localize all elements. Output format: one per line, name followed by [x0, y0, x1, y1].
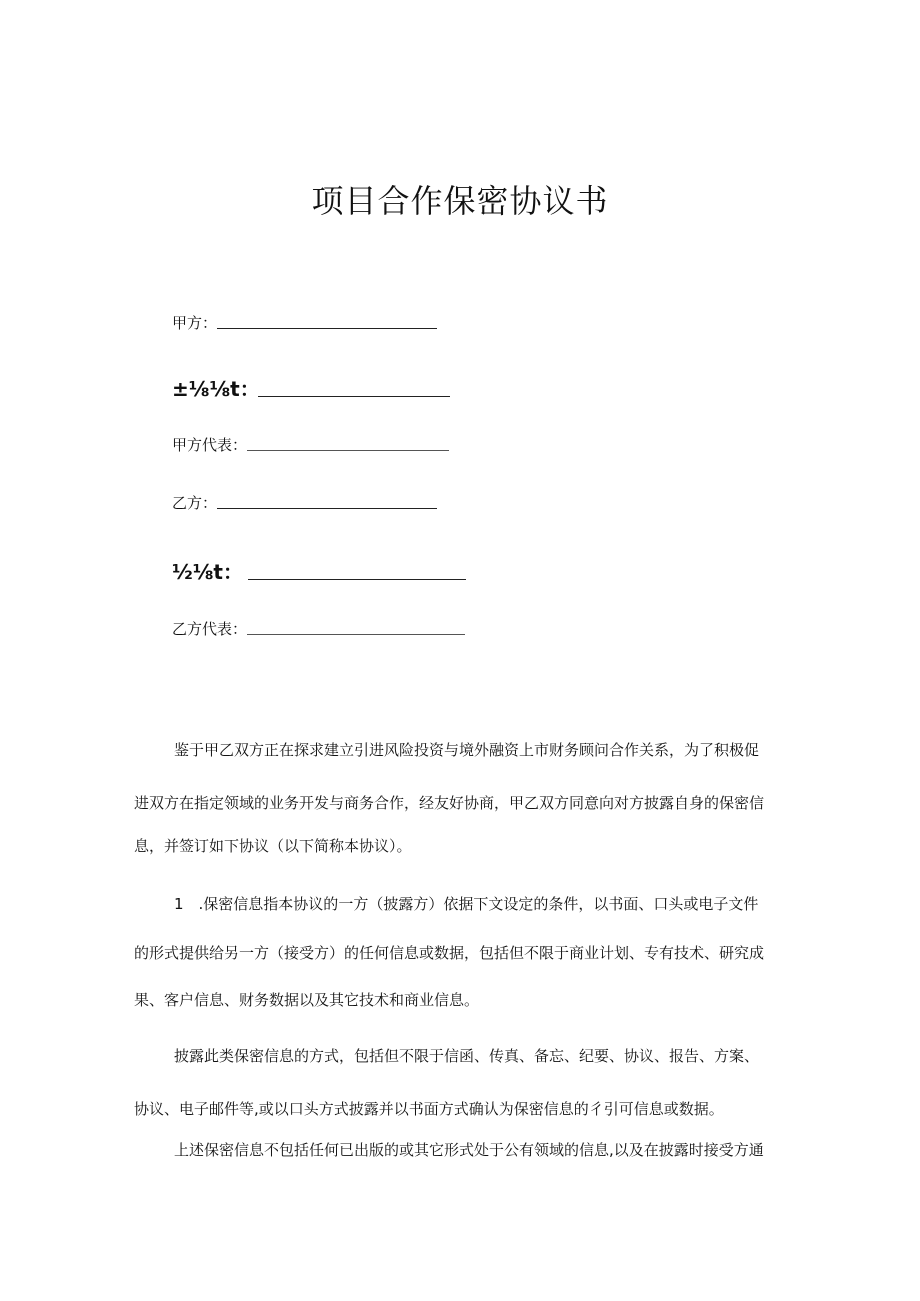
party-a-rep-blank-line: [247, 450, 449, 451]
paragraph-line: 协议、电子邮件等,或以口头方式披露并以书面方式确认为保密信息的彳引可信息或数据。: [134, 1100, 724, 1118]
party-a-address-blank-line: [258, 396, 450, 397]
party-a-label: 甲方：: [172, 314, 218, 332]
party-a-rep-field: [172, 436, 449, 454]
party-a-field: [172, 314, 437, 332]
party-b-label: 乙方：: [172, 494, 218, 512]
paragraph-line: 进双方在指定领域的业务开发与商务合作，经友好协商，甲乙双方同意向对方披露自身的保密信: [134, 794, 765, 812]
party-a-address-field: [172, 378, 450, 400]
paragraph-line: 1 .保密信息指本协议的一方（披露方）依据下文设定的条件，以书面、口头或电子文件: [174, 895, 759, 913]
party-a-blank-line: [217, 328, 437, 329]
paragraph-line: 的形式提供给另一方（接受方）的任何信息或数据，包括但不限于商业计划、专有技术、研究成: [134, 944, 765, 962]
party-b-address-blank-line: [248, 579, 466, 580]
party-b-blank-line: [217, 508, 437, 509]
paragraph-line: 果、客户信息、财务数据以及其它技术和商业信息。: [134, 991, 480, 1009]
party-b-rep-field: [172, 620, 465, 638]
party-a-address-label: ±⅛⅛t：: [172, 377, 260, 401]
party-b-address-field: [172, 561, 466, 583]
document-title: 项目合作保密协议书: [311, 182, 609, 220]
party-b-rep-blank-line: [247, 634, 465, 635]
party-b-rep-label: 乙方代表：: [172, 620, 248, 638]
party-a-rep-label: 甲方代表：: [172, 436, 248, 454]
party-b-address-label: ½⅛t：: [172, 560, 243, 584]
paragraph-line: 披露此类保密信息的方式，包括但不限于信函、传真、备忘、纪要、协议、报告、方案、: [174, 1047, 760, 1065]
party-b-field: [172, 494, 437, 512]
paragraph-line: 息，并签订如下协议（以下简称本协议）。: [134, 837, 412, 855]
paragraph-line: 鉴于甲乙双方正在探求建立引进风险投资与境外融资上市财务顾问合作关系，为了积极促: [174, 741, 760, 759]
paragraph-line: 上述保密信息不包括任何已出版的或其它形式处于公有领域的信息,以及在披露时接受方通: [174, 1141, 764, 1159]
